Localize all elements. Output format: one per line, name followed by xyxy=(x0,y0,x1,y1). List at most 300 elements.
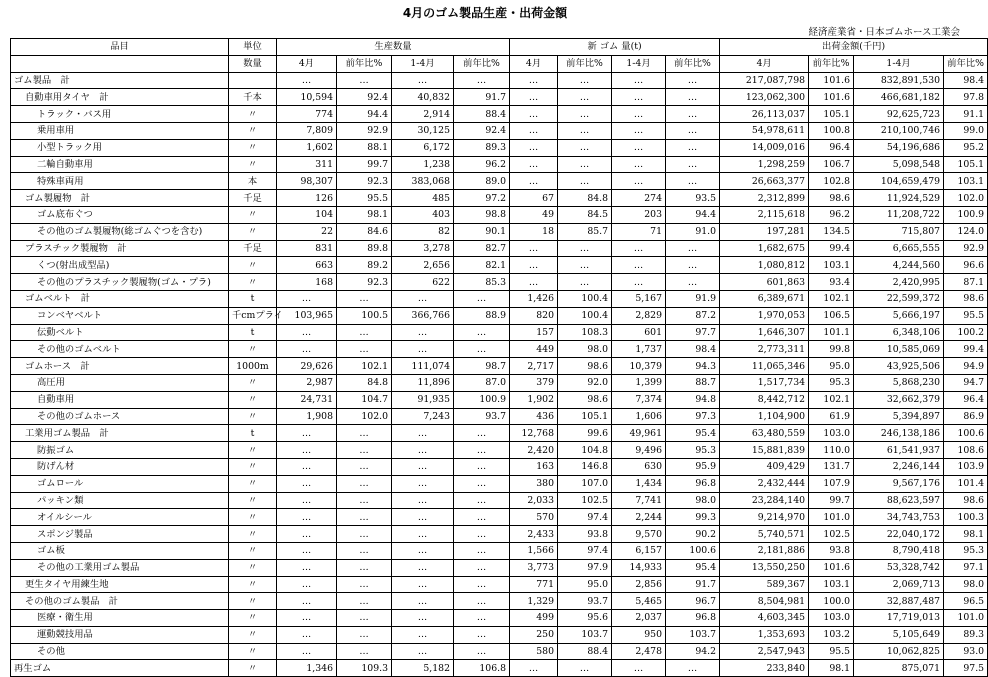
cell-ship-yoy2: 93.0 xyxy=(944,643,988,660)
cell-prod-april: … xyxy=(277,559,337,576)
cell-prod-yoy: … xyxy=(337,458,392,475)
cell-rub-yoy: 107.0 xyxy=(558,475,612,492)
cell-rub-yoy: 93.7 xyxy=(558,593,612,610)
cell-prod-april: … xyxy=(277,458,337,475)
header-prod-april: 4月 xyxy=(277,55,337,72)
cell-rub-april: 67 xyxy=(510,190,558,207)
cell-prod-jan-apr: … xyxy=(392,290,454,307)
cell-prod-yoy2: … xyxy=(454,425,510,442)
cell-rub-jan-apr: 203 xyxy=(612,206,666,223)
row-item-name: ゴム板 xyxy=(11,542,229,559)
cell-ship-jan-apr: 54,196,686 xyxy=(854,139,944,156)
cell-rub-yoy: 105.1 xyxy=(558,408,612,425)
cell-rub-jan-apr: 5,465 xyxy=(612,593,666,610)
cell-prod-jan-apr: … xyxy=(392,324,454,341)
cell-rub-yoy2: … xyxy=(666,156,720,173)
cell-prod-april: … xyxy=(277,442,337,459)
cell-rub-jan-apr: 2,856 xyxy=(612,576,666,593)
cell-rub-april: … xyxy=(510,139,558,156)
table-row xyxy=(11,492,988,509)
cell-rub-yoy: … xyxy=(558,89,612,106)
cell-ship-jan-apr: 43,925,506 xyxy=(854,358,944,375)
cell-rub-jan-apr: … xyxy=(612,122,666,139)
cell-rub-jan-apr: 1,434 xyxy=(612,475,666,492)
cell-ship-yoy: 96.2 xyxy=(809,206,854,223)
cell-rub-yoy2: 96.7 xyxy=(666,593,720,610)
row-item-name: その他のゴムホース xyxy=(11,408,229,425)
cell-prod-jan-apr: … xyxy=(392,72,454,89)
cell-rub-april: 380 xyxy=(510,475,558,492)
cell-prod-jan-apr: 111,074 xyxy=(392,358,454,375)
cell-ship-jan-apr: 10,062,825 xyxy=(854,643,944,660)
row-item-name: ゴム製品 計 xyxy=(11,72,229,89)
cell-prod-yoy2: … xyxy=(454,475,510,492)
cell-prod-yoy2: 82.1 xyxy=(454,257,510,274)
table-row xyxy=(11,626,988,643)
cell-prod-jan-apr: … xyxy=(392,559,454,576)
cell-prod-yoy2: … xyxy=(454,643,510,660)
cell-rub-april: … xyxy=(510,240,558,257)
cell-rub-yoy: 104.8 xyxy=(558,442,612,459)
cell-prod-yoy: 94.4 xyxy=(337,106,392,123)
cell-prod-yoy2: 88.9 xyxy=(454,307,510,324)
cell-ship-yoy: 110.0 xyxy=(809,442,854,459)
cell-prod-yoy: 104.7 xyxy=(337,391,392,408)
cell-ship-yoy2: 97.5 xyxy=(944,660,988,677)
row-unit: 〃 xyxy=(229,542,277,559)
row-unit: 〃 xyxy=(229,206,277,223)
cell-prod-yoy: 92.3 xyxy=(337,274,392,291)
table-row xyxy=(11,89,988,106)
cell-ship-jan-apr: 10,585,069 xyxy=(854,341,944,358)
table-row xyxy=(11,442,988,459)
cell-rub-jan-apr: 2,037 xyxy=(612,610,666,627)
table-row xyxy=(11,173,988,190)
row-item-name: その他のプラスチック製履物(ゴム・プラ) xyxy=(11,274,229,291)
cell-ship-yoy: 98.1 xyxy=(809,660,854,677)
cell-rub-yoy2: … xyxy=(666,257,720,274)
cell-rub-april: 1,566 xyxy=(510,542,558,559)
cell-prod-yoy2: … xyxy=(454,626,510,643)
cell-rub-yoy2: … xyxy=(666,106,720,123)
cell-prod-yoy: … xyxy=(337,290,392,307)
cell-ship-jan-apr: 92,625,723 xyxy=(854,106,944,123)
table-row xyxy=(11,122,988,139)
cell-rub-april: … xyxy=(510,173,558,190)
cell-rub-yoy2: 90.2 xyxy=(666,526,720,543)
cell-ship-jan-apr: 9,567,176 xyxy=(854,475,944,492)
cell-ship-jan-apr: 6,665,555 xyxy=(854,240,944,257)
cell-rub-yoy2: 103.7 xyxy=(666,626,720,643)
cell-rub-yoy2: 95.4 xyxy=(666,559,720,576)
cell-rub-april: 499 xyxy=(510,610,558,627)
cell-rub-jan-apr: 5,167 xyxy=(612,290,666,307)
cell-rub-yoy2: 94.2 xyxy=(666,643,720,660)
cell-rub-yoy: 95.0 xyxy=(558,576,612,593)
cell-rub-yoy: 98.6 xyxy=(558,358,612,375)
cell-prod-yoy: 89.2 xyxy=(337,257,392,274)
row-item-name: 高圧用 xyxy=(11,374,229,391)
cell-ship-april: 2,773,311 xyxy=(720,341,809,358)
cell-rub-april: … xyxy=(510,660,558,677)
cell-ship-jan-apr: 246,138,186 xyxy=(854,425,944,442)
cell-prod-yoy: 92.9 xyxy=(337,122,392,139)
cell-ship-yoy: 107.9 xyxy=(809,475,854,492)
cell-rub-april: 771 xyxy=(510,576,558,593)
cell-prod-jan-apr: … xyxy=(392,475,454,492)
cell-rub-april: … xyxy=(510,257,558,274)
cell-rub-yoy2: 96.8 xyxy=(666,610,720,627)
cell-prod-yoy: 109.3 xyxy=(337,660,392,677)
cell-ship-yoy: 103.2 xyxy=(809,626,854,643)
cell-ship-yoy2: 92.9 xyxy=(944,240,988,257)
cell-ship-yoy2: 101.4 xyxy=(944,475,988,492)
row-item-name: ゴムベルト 計 xyxy=(11,290,229,307)
cell-prod-yoy: … xyxy=(337,576,392,593)
row-item-name: 特殊車両用 xyxy=(11,173,229,190)
cell-ship-yoy: 102.1 xyxy=(809,391,854,408)
cell-prod-yoy: 102.1 xyxy=(337,358,392,375)
row-item-name: その他のゴム製品 計 xyxy=(11,593,229,610)
row-unit: 〃 xyxy=(229,643,277,660)
cell-ship-jan-apr: 5,098,548 xyxy=(854,156,944,173)
cell-ship-yoy2: 98.6 xyxy=(944,290,988,307)
cell-prod-yoy2: 87.0 xyxy=(454,374,510,391)
cell-rub-yoy2: 97.7 xyxy=(666,324,720,341)
source-note: 経済産業省・日本ゴムホース工業会 xyxy=(808,27,960,38)
row-unit: 千cmプライ xyxy=(229,307,277,324)
cell-prod-yoy2: 93.7 xyxy=(454,408,510,425)
cell-rub-april: 3,773 xyxy=(510,559,558,576)
cell-prod-yoy: 95.5 xyxy=(337,190,392,207)
cell-prod-april: 831 xyxy=(277,240,337,257)
row-item-name: 自動車用タイヤ 計 xyxy=(11,89,229,106)
row-unit: 〃 xyxy=(229,408,277,425)
row-unit: t xyxy=(229,425,277,442)
table-row xyxy=(11,139,988,156)
cell-prod-yoy: … xyxy=(337,509,392,526)
cell-ship-april: 11,065,346 xyxy=(720,358,809,375)
cell-rub-yoy2: 97.3 xyxy=(666,408,720,425)
cell-rub-yoy2: 98.0 xyxy=(666,492,720,509)
rubber-products-table xyxy=(10,38,988,677)
table-body xyxy=(11,72,988,677)
cell-rub-april: 379 xyxy=(510,374,558,391)
cell-prod-april: … xyxy=(277,509,337,526)
cell-ship-yoy: 102.1 xyxy=(809,290,854,307)
cell-ship-april: 197,281 xyxy=(720,223,809,240)
cell-rub-jan-apr: … xyxy=(612,156,666,173)
cell-prod-yoy2: 88.4 xyxy=(454,106,510,123)
cell-ship-yoy: 103.1 xyxy=(809,257,854,274)
cell-rub-april: 12,768 xyxy=(510,425,558,442)
cell-rub-yoy: … xyxy=(558,660,612,677)
cell-prod-yoy2: … xyxy=(454,610,510,627)
cell-prod-jan-apr: 383,068 xyxy=(392,173,454,190)
cell-prod-yoy: … xyxy=(337,442,392,459)
table-row xyxy=(11,190,988,207)
row-item-name: ゴムホース 計 xyxy=(11,358,229,375)
cell-ship-yoy: 99.8 xyxy=(809,341,854,358)
cell-ship-yoy: 102.5 xyxy=(809,526,854,543)
cell-prod-yoy: 100.5 xyxy=(337,307,392,324)
cell-rub-yoy2: 94.3 xyxy=(666,358,720,375)
cell-ship-april: 8,504,981 xyxy=(720,593,809,610)
cell-rub-yoy: 100.4 xyxy=(558,307,612,324)
cell-prod-yoy: … xyxy=(337,610,392,627)
cell-rub-yoy: 146.8 xyxy=(558,458,612,475)
cell-ship-yoy: 101.6 xyxy=(809,72,854,89)
cell-rub-yoy2: 91.9 xyxy=(666,290,720,307)
table-row xyxy=(11,458,988,475)
cell-rub-yoy: … xyxy=(558,122,612,139)
table-row xyxy=(11,290,988,307)
cell-rub-yoy2: … xyxy=(666,72,720,89)
row-unit: 〃 xyxy=(229,442,277,459)
cell-ship-yoy2: 124.0 xyxy=(944,223,988,240)
cell-prod-jan-apr: … xyxy=(392,643,454,660)
cell-prod-april: 10,594 xyxy=(277,89,337,106)
cell-rub-yoy: 88.4 xyxy=(558,643,612,660)
row-item-name: その他のゴムベルト xyxy=(11,341,229,358)
row-item-name: 防振ゴム xyxy=(11,442,229,459)
cell-prod-april: 168 xyxy=(277,274,337,291)
row-unit: 〃 xyxy=(229,526,277,543)
cell-ship-yoy: 99.4 xyxy=(809,240,854,257)
cell-prod-yoy2: … xyxy=(454,542,510,559)
row-item-name: ゴム製履物 計 xyxy=(11,190,229,207)
cell-ship-april: 1,353,693 xyxy=(720,626,809,643)
row-unit: t xyxy=(229,324,277,341)
cell-prod-yoy: 99.7 xyxy=(337,156,392,173)
row-item-name: その他 xyxy=(11,643,229,660)
cell-prod-yoy2: … xyxy=(454,458,510,475)
cell-rub-yoy2: 93.5 xyxy=(666,190,720,207)
row-unit: 〃 xyxy=(229,475,277,492)
table-row xyxy=(11,660,988,677)
cell-ship-yoy: 103.1 xyxy=(809,576,854,593)
cell-rub-april: 2,420 xyxy=(510,442,558,459)
cell-rub-jan-apr: 2,244 xyxy=(612,509,666,526)
cell-rub-yoy: 97.9 xyxy=(558,559,612,576)
cell-ship-april: 1,646,307 xyxy=(720,324,809,341)
cell-ship-jan-apr: 210,100,746 xyxy=(854,122,944,139)
cell-prod-yoy: 98.1 xyxy=(337,206,392,223)
cell-ship-yoy2: 98.6 xyxy=(944,492,988,509)
cell-ship-april: 1,080,812 xyxy=(720,257,809,274)
row-unit: 〃 xyxy=(229,576,277,593)
cell-prod-jan-apr: … xyxy=(392,458,454,475)
row-unit: 〃 xyxy=(229,492,277,509)
cell-ship-yoy2: 94.9 xyxy=(944,358,988,375)
cell-prod-yoy: … xyxy=(337,526,392,543)
cell-prod-yoy2: … xyxy=(454,442,510,459)
cell-prod-jan-apr: 5,182 xyxy=(392,660,454,677)
cell-ship-april: 26,113,037 xyxy=(720,106,809,123)
cell-prod-yoy2: 89.3 xyxy=(454,139,510,156)
row-item-name: ゴムロール xyxy=(11,475,229,492)
cell-ship-jan-apr: 2,069,713 xyxy=(854,576,944,593)
cell-ship-april: 1,517,734 xyxy=(720,374,809,391)
cell-rub-yoy2: 91.7 xyxy=(666,576,720,593)
cell-rub-yoy: 84.5 xyxy=(558,206,612,223)
row-item-name: その他のゴム製履物(総ゴムぐつを含む) xyxy=(11,223,229,240)
cell-ship-jan-apr: 88,623,597 xyxy=(854,492,944,509)
row-item-name: その他の工業用ゴム製品 xyxy=(11,559,229,576)
cell-rub-yoy2: 94.8 xyxy=(666,391,720,408)
cell-rub-april: … xyxy=(510,89,558,106)
cell-ship-april: 4,603,345 xyxy=(720,610,809,627)
cell-ship-yoy: 96.4 xyxy=(809,139,854,156)
cell-ship-jan-apr: 875,071 xyxy=(854,660,944,677)
cell-prod-yoy: … xyxy=(337,542,392,559)
cell-prod-jan-apr: … xyxy=(392,341,454,358)
cell-rub-jan-apr: … xyxy=(612,257,666,274)
cell-ship-april: 1,682,675 xyxy=(720,240,809,257)
cell-ship-yoy2: 95.5 xyxy=(944,307,988,324)
cell-ship-april: 589,367 xyxy=(720,576,809,593)
cell-prod-yoy: 102.0 xyxy=(337,408,392,425)
cell-rub-jan-apr: 10,379 xyxy=(612,358,666,375)
cell-rub-jan-apr: 2,829 xyxy=(612,307,666,324)
cell-ship-yoy2: 91.1 xyxy=(944,106,988,123)
cell-rub-yoy2: … xyxy=(666,122,720,139)
cell-rub-yoy: … xyxy=(558,139,612,156)
cell-prod-april: 311 xyxy=(277,156,337,173)
table-row xyxy=(11,391,988,408)
row-unit: 1000m xyxy=(229,358,277,375)
cell-prod-jan-apr: … xyxy=(392,626,454,643)
table-row xyxy=(11,257,988,274)
cell-ship-yoy: 101.1 xyxy=(809,324,854,341)
row-item-name: 工業用ゴム製品 計 xyxy=(11,425,229,442)
cell-ship-yoy2: 95.3 xyxy=(944,542,988,559)
cell-prod-yoy2: 85.3 xyxy=(454,274,510,291)
cell-prod-yoy: … xyxy=(337,475,392,492)
header-item-blank xyxy=(11,55,229,72)
cell-rub-yoy2: 99.3 xyxy=(666,509,720,526)
cell-rub-jan-apr: 630 xyxy=(612,458,666,475)
cell-rub-yoy: … xyxy=(558,106,612,123)
cell-prod-jan-apr: 6,172 xyxy=(392,139,454,156)
cell-rub-yoy2: 88.7 xyxy=(666,374,720,391)
cell-prod-yoy: 84.6 xyxy=(337,223,392,240)
cell-rub-yoy: 103.7 xyxy=(558,626,612,643)
cell-prod-april: 774 xyxy=(277,106,337,123)
cell-rub-yoy: … xyxy=(558,240,612,257)
cell-rub-yoy2: 95.9 xyxy=(666,458,720,475)
table-row xyxy=(11,274,988,291)
header-new-rubber: 新 ゴム 量(t) xyxy=(510,39,720,56)
table-row xyxy=(11,408,988,425)
row-item-name: 二輪自動車用 xyxy=(11,156,229,173)
cell-rub-april: 820 xyxy=(510,307,558,324)
cell-ship-april: 15,881,839 xyxy=(720,442,809,459)
cell-rub-yoy2: … xyxy=(666,139,720,156)
table-row xyxy=(11,324,988,341)
cell-prod-jan-apr: 485 xyxy=(392,190,454,207)
row-unit: 〃 xyxy=(229,223,277,240)
cell-ship-yoy2: 103.1 xyxy=(944,173,988,190)
cell-prod-yoy: … xyxy=(337,324,392,341)
header-rub-jan-apr: 1-4月 xyxy=(612,55,666,72)
cell-ship-yoy2: 99.4 xyxy=(944,341,988,358)
header-prod-yoy2: 前年比% xyxy=(454,55,510,72)
cell-prod-yoy2: … xyxy=(454,72,510,89)
table-row xyxy=(11,374,988,391)
cell-prod-jan-apr: … xyxy=(392,593,454,610)
table-row xyxy=(11,223,988,240)
cell-ship-april: 2,115,618 xyxy=(720,206,809,223)
cell-prod-yoy2: 106.8 xyxy=(454,660,510,677)
header-ship-jan-apr: 1-4月 xyxy=(854,55,944,72)
cell-prod-jan-apr: 3,278 xyxy=(392,240,454,257)
cell-prod-april: … xyxy=(277,610,337,627)
cell-ship-jan-apr: 32,662,379 xyxy=(854,391,944,408)
cell-ship-yoy: 102.8 xyxy=(809,173,854,190)
cell-rub-yoy: … xyxy=(558,257,612,274)
table-row xyxy=(11,106,988,123)
cell-prod-yoy: 84.8 xyxy=(337,374,392,391)
cell-prod-april: … xyxy=(277,425,337,442)
cell-rub-april: 2,033 xyxy=(510,492,558,509)
cell-rub-april: 250 xyxy=(510,626,558,643)
cell-ship-yoy: 103.0 xyxy=(809,610,854,627)
table-row xyxy=(11,559,988,576)
row-item-name: コンベヤベルト xyxy=(11,307,229,324)
row-unit xyxy=(229,72,277,89)
cell-rub-jan-apr: 9,496 xyxy=(612,442,666,459)
cell-prod-yoy2: … xyxy=(454,526,510,543)
cell-prod-yoy: … xyxy=(337,492,392,509)
cell-rub-april: 18 xyxy=(510,223,558,240)
cell-rub-april: … xyxy=(510,122,558,139)
header-rub-yoy2: 前年比% xyxy=(666,55,720,72)
row-unit: 〃 xyxy=(229,139,277,156)
cell-ship-yoy2: 98.4 xyxy=(944,72,988,89)
cell-ship-jan-apr: 2,420,995 xyxy=(854,274,944,291)
cell-rub-april: 2,717 xyxy=(510,358,558,375)
cell-ship-yoy: 93.8 xyxy=(809,542,854,559)
cell-ship-april: 54,978,611 xyxy=(720,122,809,139)
row-item-name: オイルシール xyxy=(11,509,229,526)
cell-ship-yoy2: 97.8 xyxy=(944,89,988,106)
cell-rub-april: 163 xyxy=(510,458,558,475)
row-unit: 〃 xyxy=(229,509,277,526)
cell-rub-yoy2: 91.0 xyxy=(666,223,720,240)
cell-ship-april: 233,840 xyxy=(720,660,809,677)
header-item: 品目 xyxy=(11,39,229,56)
cell-prod-jan-apr: … xyxy=(392,425,454,442)
row-item-name: 運動競技用品 xyxy=(11,626,229,643)
table-row xyxy=(11,307,988,324)
cell-rub-jan-apr: 6,157 xyxy=(612,542,666,559)
cell-ship-april: 63,480,559 xyxy=(720,425,809,442)
cell-prod-april: 29,626 xyxy=(277,358,337,375)
cell-ship-yoy2: 100.3 xyxy=(944,509,988,526)
cell-rub-april: 2,433 xyxy=(510,526,558,543)
cell-ship-april: 26,663,377 xyxy=(720,173,809,190)
cell-ship-yoy2: 105.1 xyxy=(944,156,988,173)
cell-rub-april: 570 xyxy=(510,509,558,526)
cell-ship-jan-apr: 61,541,937 xyxy=(854,442,944,459)
cell-ship-yoy: 99.7 xyxy=(809,492,854,509)
cell-rub-april: 436 xyxy=(510,408,558,425)
table-row xyxy=(11,240,988,257)
row-item-name: ゴム底布ぐつ xyxy=(11,206,229,223)
cell-rub-yoy: 100.4 xyxy=(558,290,612,307)
row-item-name: 医療・衛生用 xyxy=(11,610,229,627)
